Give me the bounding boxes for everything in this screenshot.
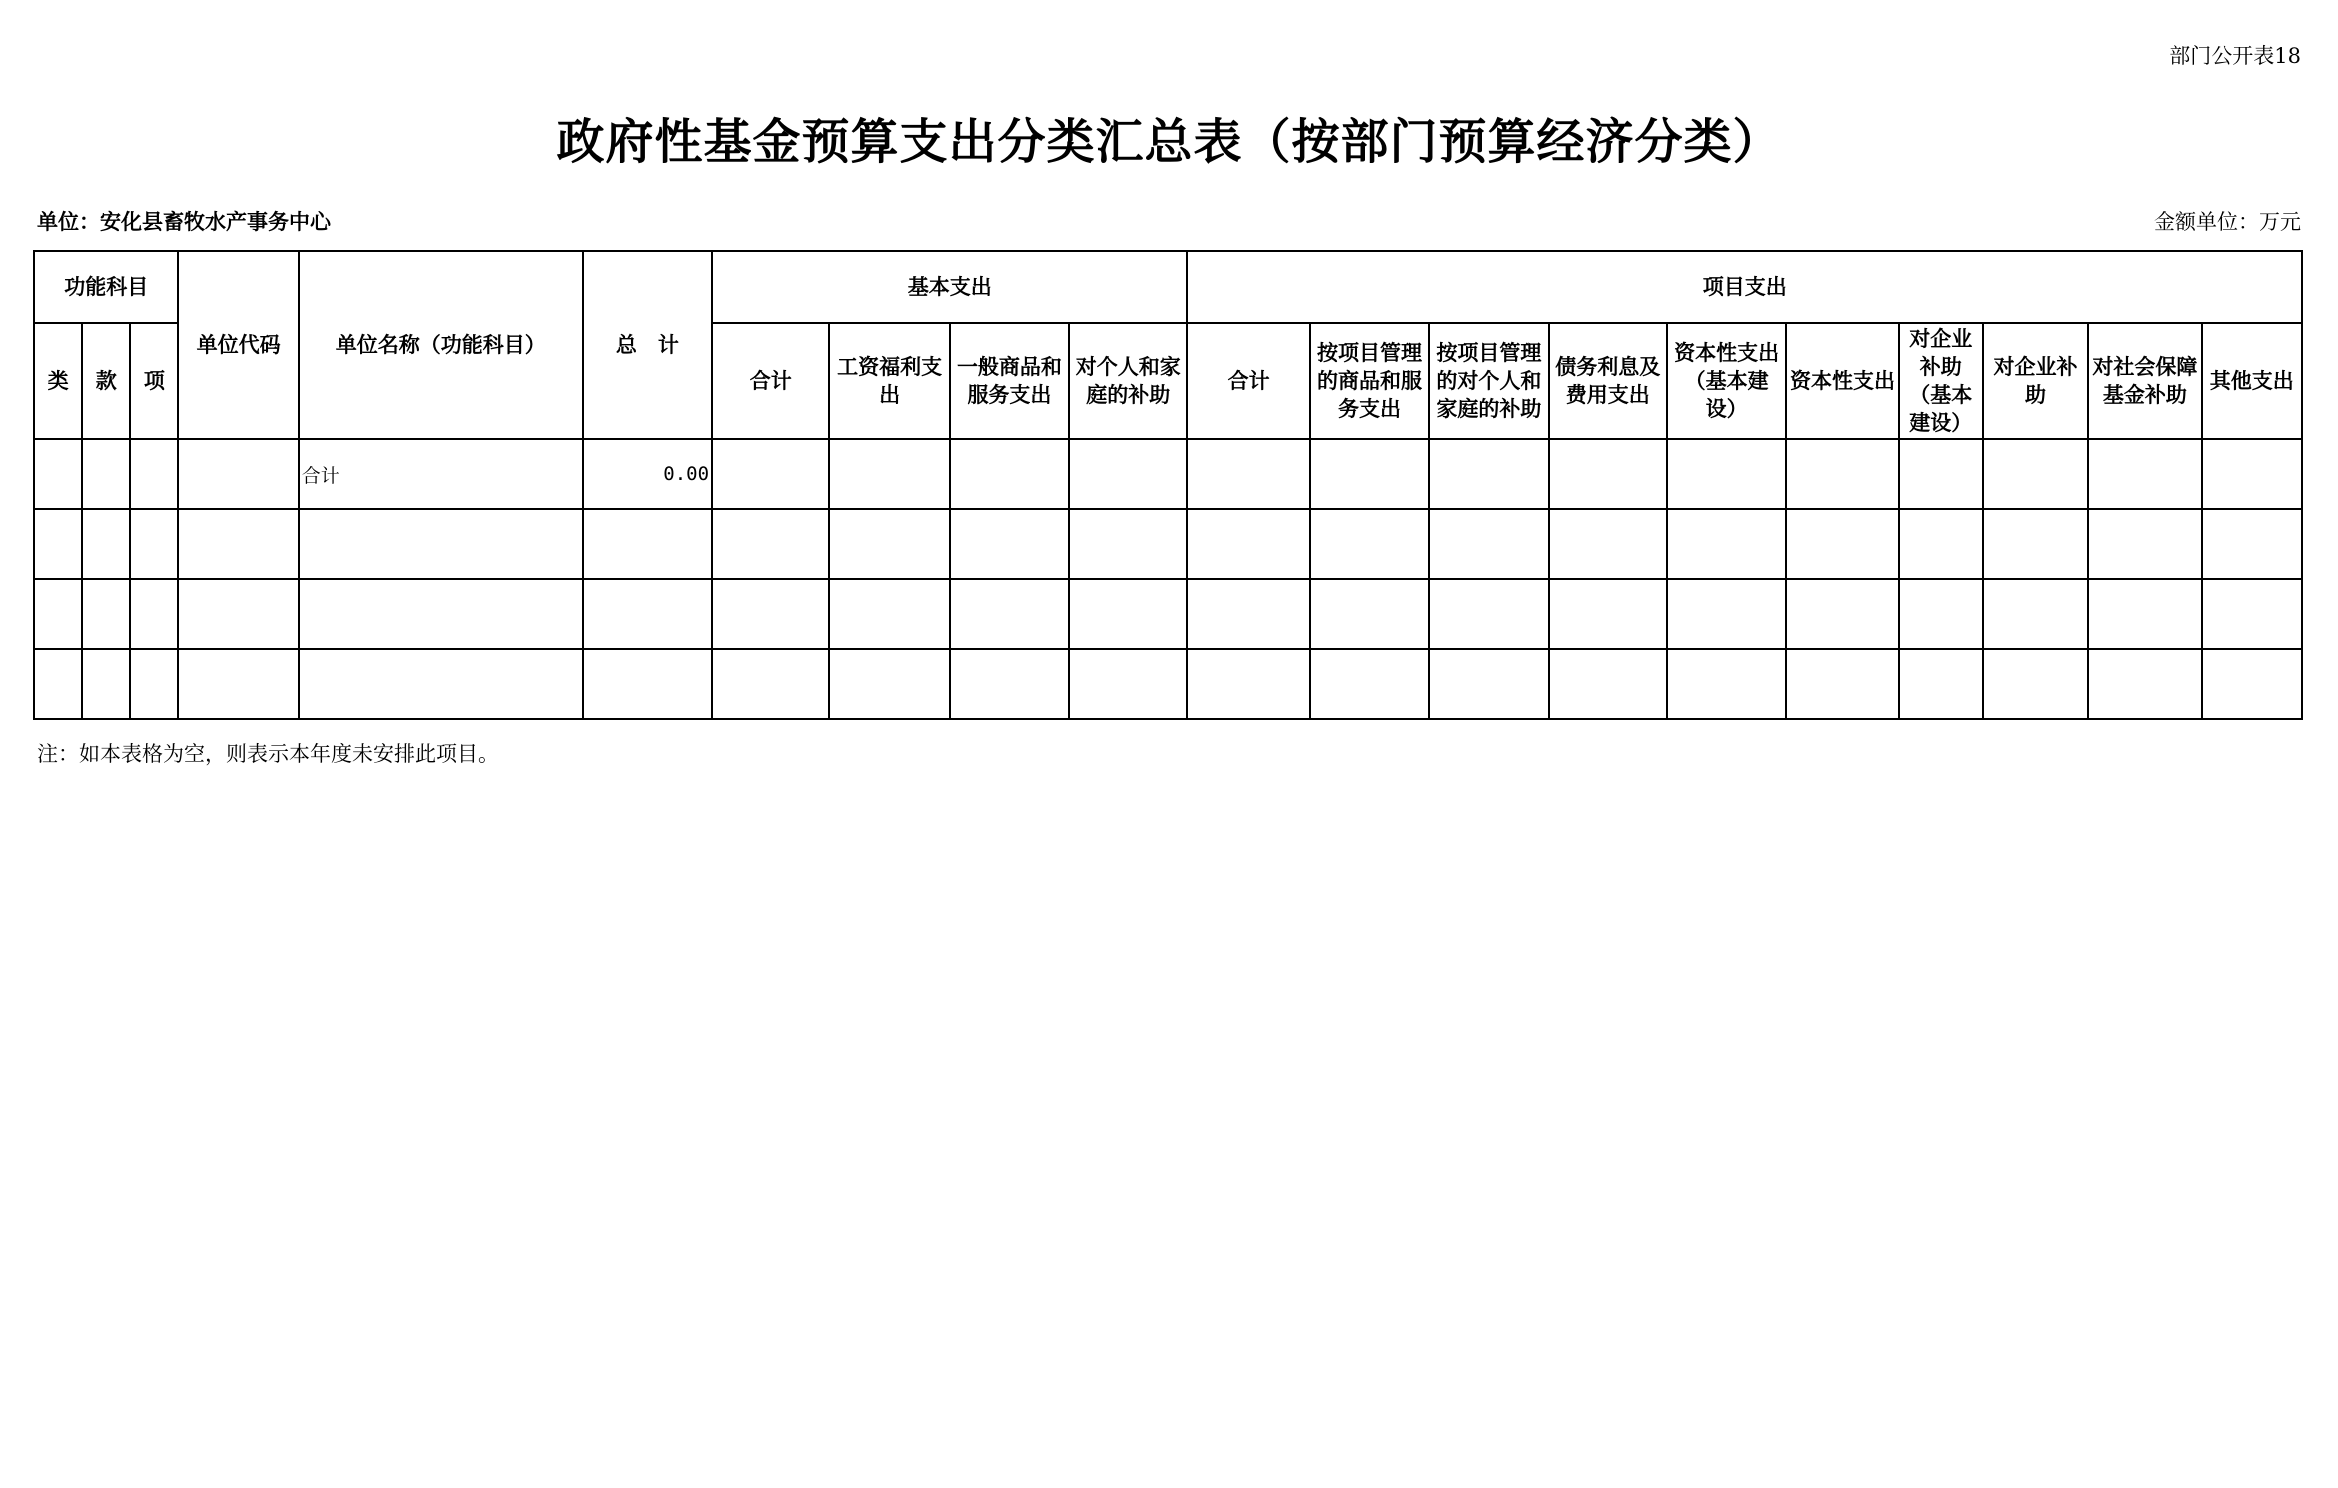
header-unit-code: 单位代码 xyxy=(178,251,298,439)
header-enterprise-subsidy: 对企业补助 xyxy=(1983,323,2088,439)
header-project-total: 合计 xyxy=(1187,323,1309,439)
header-project-goods-services: 按项目管理的商品和服务支出 xyxy=(1310,323,1429,439)
page-title: 政府性基金预算支出分类汇总表（按部门预算经济分类） xyxy=(556,114,1782,170)
header-xiang: 项 xyxy=(130,323,178,439)
header-basic-expenditure: 基本支出 xyxy=(712,251,1187,323)
header-project-personal-family: 按项目管理的对个人和家庭的补助 xyxy=(1429,323,1548,439)
row-name xyxy=(299,649,583,719)
footnote: 注：如本表格为空，则表示本年度未安排此项目。 xyxy=(37,742,499,766)
table-row xyxy=(34,579,2302,649)
row-name: 合计 xyxy=(299,439,583,509)
header-basic-total: 合计 xyxy=(712,323,829,439)
header-debt-interest: 债务利息及费用支出 xyxy=(1549,323,1667,439)
row-total xyxy=(583,509,712,579)
table-number-label: 部门公开表18 xyxy=(2169,44,2301,68)
table-row xyxy=(34,649,2302,719)
header-function-subject: 功能科目 xyxy=(34,251,178,323)
row-name xyxy=(299,579,583,649)
header-personal-family-subsidy: 对个人和家庭的补助 xyxy=(1069,323,1187,439)
row-name xyxy=(299,509,583,579)
header-salary-welfare: 工资福利支出 xyxy=(829,323,949,439)
header-lei: 类 xyxy=(34,323,82,439)
header-other-expenditure: 其他支出 xyxy=(2202,323,2302,439)
header-capital-construction: 资本性支出（基本建设） xyxy=(1667,323,1786,439)
amount-unit-label: 金额单位：万元 xyxy=(2154,210,2301,234)
header-total: 总 计 xyxy=(583,251,712,439)
row-total: 0.00 xyxy=(583,439,712,509)
row-total xyxy=(583,649,712,719)
header-capital-expenditure: 资本性支出 xyxy=(1786,323,1898,439)
budget-table xyxy=(33,250,2303,720)
header-project-expenditure: 项目支出 xyxy=(1187,251,2302,323)
table-row xyxy=(34,439,2302,509)
header-social-security-subsidy: 对社会保障基金补助 xyxy=(2088,323,2201,439)
header-goods-services: 一般商品和服务支出 xyxy=(950,323,1069,439)
table-row xyxy=(34,509,2302,579)
row-total xyxy=(583,579,712,649)
header-kuan: 款 xyxy=(82,323,130,439)
unit-label: 单位：安化县畜牧水产事务中心 xyxy=(37,210,331,234)
header-enterprise-subsidy-construction: 对企业补助（基本建设） xyxy=(1899,323,1983,439)
header-unit-name: 单位名称（功能科目） xyxy=(299,251,583,439)
